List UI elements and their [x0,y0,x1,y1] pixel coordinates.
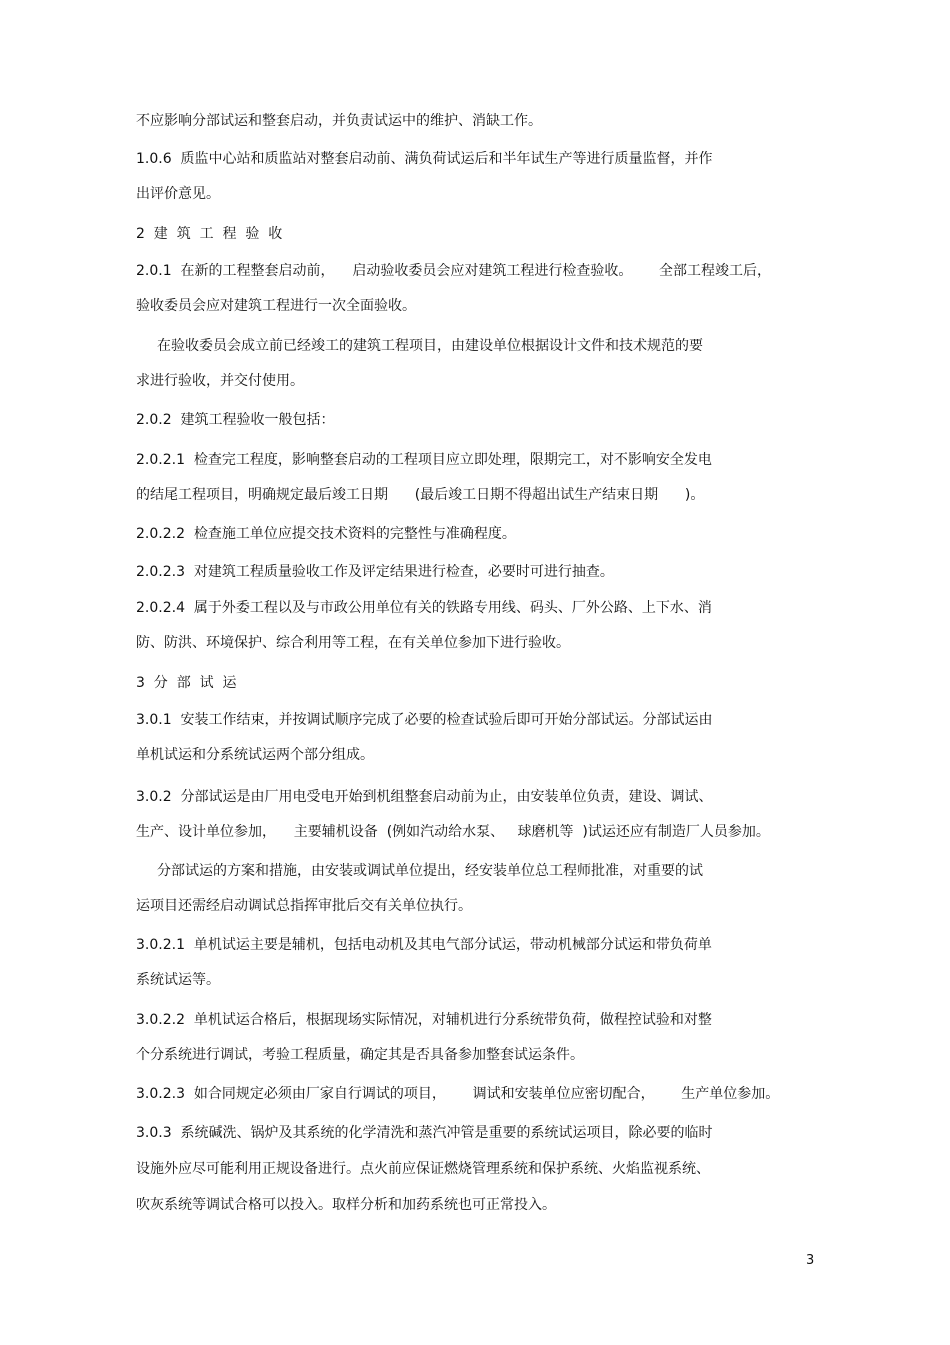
text-line: 3.0.1 安装工作结束，并按调试顺序完成了必要的检查试验后即可开始分部试运。分部试运由 [136,712,713,728]
text-line: 求进行验收，并交付使用。 [136,373,304,389]
text-line: 2.0.2.3 对建筑工程质量验收工作及评定结果进行检查，必要时可进行抽查。 [136,564,614,580]
text-line: 生产、设计单位参加， 主要辅机设备 (例如汽动给水泵、 球磨机等 )试运还应有制造厂人员参加。 [136,824,770,840]
text-line: 1.0.6 质监中心站和质监站对整套启动前、满负荷试运后和半年试生产等进行质量监督，并作 [136,151,713,167]
page-number: 3 [806,1253,815,1268]
text-line: 个分系统进行调试，考验工程质量，确定其是否具备参加整套试运条件。 [136,1047,584,1063]
text-line: 出评价意见。 [136,186,220,202]
text-line: 运项目还需经启动调试总指挥审批后交有关单位执行。 [136,898,472,914]
text-line: 2.0.1 在新的工程整套启动前， 启动验收委员会应对建筑工程进行检查验收。 全部工程竣工后， [136,263,772,279]
text-line: 3.0.2.3 如合同规定必须由厂家自行调试的项目， 调试和安装单位应密切配合， 生产单位参加。 [136,1086,780,1102]
section-heading: 2 建 筑 工 程 验 收 [136,226,283,242]
text-line: 设施外应尽可能利用正规设备进行。点火前应保证燃烧管理系统和保护系统、火焰监视系统、 [136,1161,710,1177]
section-heading: 3 分 部 试 运 [136,675,237,691]
text-line: 吹灰系统等调试合格可以投入。取样分析和加药系统也可正常投入。 [136,1197,556,1213]
text-line: 3.0.2.2 单机试运合格后，根据现场实际情况，对辅机进行分系统带负荷，做程控试验和对整 [136,1012,712,1028]
text-line: 的结尾工程项目，明确规定最后竣工日期 (最后竣工日期不得超出试生产结束日期 )。 [136,487,705,503]
text-line: 不应影响分部试运和整套启动，并负责试运中的维护、消缺工作。 [136,113,542,129]
text-line: 3.0.2 分部试运是由厂用电受电开始到机组整套启动前为止，由安装单位负责，建设、调试、 [136,789,713,805]
text-line: 3.0.3 系统碱洗、锅炉及其系统的化学清洗和蒸汽冲管是重要的系统试运项目，除必要的临时 [136,1125,713,1141]
text-line: 系统试运等。 [136,972,220,988]
text-line: 2.0.2.2 检查施工单位应提交技术资料的完整性与准确程度。 [136,526,516,542]
text-line: 3.0.2.1 单机试运主要是辅机，包括电动机及其电气部分试运，带动机械部分试运和带负荷单 [136,937,712,953]
text-line: 验收委员会应对建筑工程进行一次全面验收。 [136,298,416,314]
text-line: 分部试运的方案和措施，由安装或调试单位提出，经安装单位总工程师批准，对重要的试 [157,863,703,879]
text-line: 2.0.2.4 属于外委工程以及与市政公用单位有关的铁路专用线、码头、厂外公路、上下水、消 [136,600,712,616]
text-line: 单机试运和分系统试运两个部分组成。 [136,747,374,763]
text-line: 2.0.2.1 检查完工程度，影响整套启动的工程项目应立即处理，限期完工，对不影响安全发电 [136,452,712,468]
text-line: 2.0.2 建筑工程验收一般包括： [136,412,335,428]
text-line: 防、防洪、环境保护、综合利用等工程，在有关单位参加下进行验收。 [136,635,570,651]
text-line: 在验收委员会成立前已经竣工的建筑工程项目，由建设单位根据设计文件和技术规范的要 [157,338,703,354]
